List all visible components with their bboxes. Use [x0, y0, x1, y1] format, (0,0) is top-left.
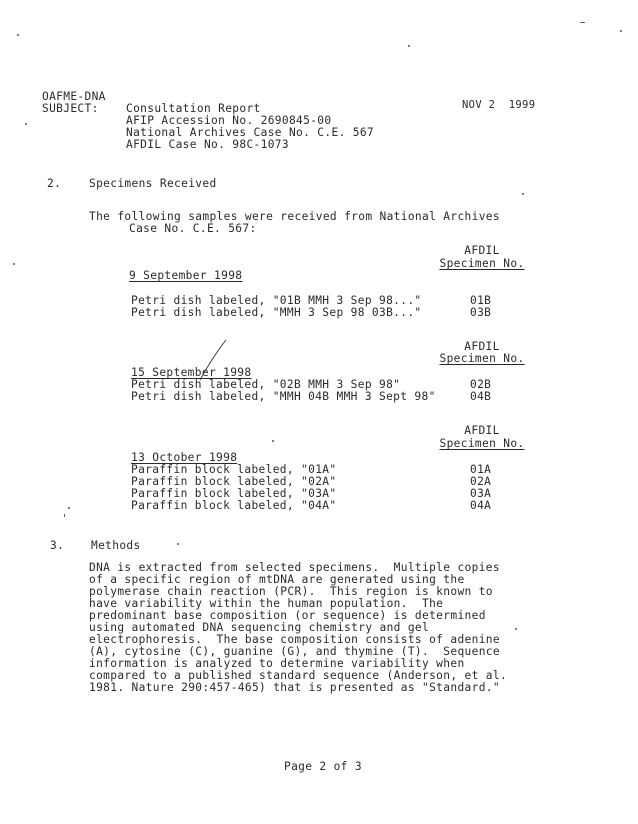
- column-header-specimen-no-3: Specimen No.: [439, 437, 525, 450]
- group-2-item-2-specimen: 04B: [470, 390, 492, 403]
- scan-speck: [25, 123, 27, 125]
- group-3-item-3-desc: Paraffin block labeled, "03A": [131, 487, 337, 500]
- methods-line-2: of a specific region of mtDNA are generated using the: [89, 573, 465, 586]
- subject-line-4: AFDIL Case No. 98C-1073: [126, 138, 289, 151]
- column-header-afdil: AFDIL: [464, 244, 500, 257]
- methods-line-3: polymerase chain reaction (PCR). This region is known to: [89, 585, 493, 598]
- scan-speck: [13, 263, 15, 265]
- methods-line-6: using automated DNA sequencing chemistry and gel: [89, 621, 430, 634]
- group-1-item-2-specimen: 03B: [470, 306, 492, 319]
- group-3-item-4-desc: Paraffin block labeled, "04A": [131, 499, 337, 512]
- column-header-specimen-no: Specimen No.: [439, 257, 525, 270]
- group-3-item-1-specimen: 01A: [470, 463, 492, 476]
- column-header-afdil-2: AFDIL: [464, 340, 500, 353]
- methods-line-10: compared to a published standard sequence (Anderson, et al.: [89, 669, 508, 682]
- column-header-specimen-no-2: Specimen No.: [439, 352, 525, 365]
- scan-speck: [580, 22, 585, 23]
- section-2-intro-1: The following samples were received from National Archives: [89, 210, 500, 223]
- group-3-item-1-desc: Paraffin block labeled, "01A": [131, 463, 337, 476]
- group-3-item-2-specimen: 02A: [470, 475, 492, 488]
- scan-speck: [408, 45, 410, 47]
- scan-speck: [620, 30, 622, 32]
- methods-line-8: (A), cytosine (C), guanine (G), and thymine (T). Sequence: [89, 645, 500, 658]
- group-3-date: 13 October 1998: [131, 451, 238, 464]
- page-number: Page 2 of 3: [284, 760, 362, 773]
- group-2-item-1-specimen: 02B: [470, 378, 492, 391]
- subject-line-3: National Archives Case No. C.E. 567: [126, 126, 374, 139]
- group-3-item-3-specimen: 03A: [470, 487, 492, 500]
- scan-speck: [17, 34, 19, 36]
- methods-line-5: predominant base composition (or sequence) is determined: [89, 609, 486, 622]
- scan-speck: [64, 514, 65, 517]
- scan-speck: [68, 507, 70, 509]
- group-3-item-4-specimen: 04A: [470, 499, 492, 512]
- column-header-afdil-3: AFDIL: [464, 424, 500, 437]
- group-1-date: 9 September 1998: [129, 269, 243, 282]
- section-3-number: 3.: [50, 539, 65, 552]
- section-2-title: Specimens Received: [89, 177, 217, 190]
- section-3-title: Methods: [91, 539, 141, 552]
- section-2-number: 2.: [47, 177, 62, 190]
- date-stamp: NOV 2 1999: [462, 99, 536, 111]
- subject-line-1: Consultation Report: [126, 102, 261, 115]
- methods-line-9: information is analyzed to determine variability when: [89, 657, 465, 670]
- section-2-intro-2: Case No. C.E. 567:: [129, 222, 257, 235]
- subject-label: SUBJECT:: [42, 102, 99, 115]
- group-2-item-1-desc: Petri dish labeled, "02B MMH 3 Sep 98": [131, 378, 401, 391]
- group-1-item-1-desc: Petri dish labeled, "01B MMH 3 Sep 98...": [131, 294, 422, 307]
- subject-line-2: AFIP Accession No. 2690845-00: [126, 114, 332, 127]
- office-code: OAFME-DNA: [42, 90, 106, 103]
- group-1-item-2-desc: Petri dish labeled, "MMH 3 Sep 98 03B...": [131, 306, 422, 319]
- methods-line-7: electrophoresis. The base composition consists of adenine: [89, 633, 500, 646]
- scan-speck: [515, 628, 517, 630]
- methods-line-4: have variability within the human population. The: [89, 597, 444, 610]
- methods-line-11: 1981. Nature 290:457-465) that is presented as "Standard.": [89, 681, 500, 694]
- group-2-item-2-desc: Petri dish labeled, "MMH 04B MMH 3 Sept 98": [131, 390, 436, 403]
- scan-speck: [522, 193, 524, 195]
- methods-line-1: DNA is extracted from selected specimens. Multiple copies: [89, 561, 500, 574]
- group-2-date: 15 September 1998: [131, 366, 252, 379]
- group-1-item-1-specimen: 01B: [470, 294, 492, 307]
- scan-speck: [177, 543, 179, 545]
- group-3-item-2-desc: Paraffin block labeled, "02A": [131, 475, 337, 488]
- scan-speck: [272, 440, 274, 442]
- pen-stroke-mark: [196, 338, 230, 384]
